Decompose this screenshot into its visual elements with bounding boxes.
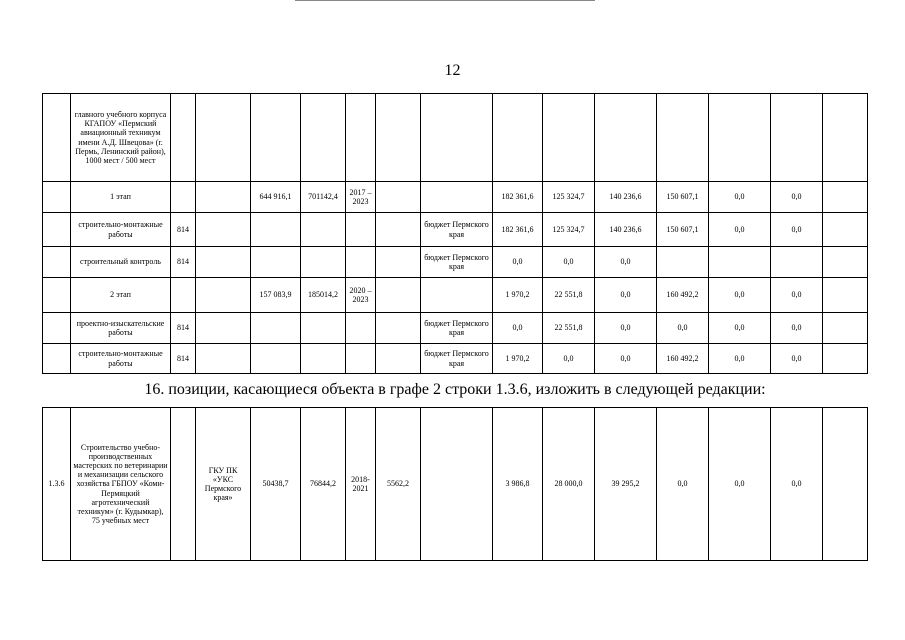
table-cell [421,408,493,561]
table-cell: 182 361,6 [493,213,543,247]
table-cell [346,247,376,278]
table-cell [251,94,301,182]
table-cell [376,247,421,278]
table-cell [823,344,868,374]
table-cell: 157 083,9 [251,278,301,313]
table-cell [709,247,771,278]
table-cell: 814 [171,247,196,278]
table-cell [301,213,346,247]
table-cell: строительно-монтажные работы [71,344,171,374]
table-cell [301,344,346,374]
section-heading: 16. позиции, касающиеся объекта в графе 2 строки 1.3.6, изложить в следующей редакции: [144,381,766,398]
table-cell: 1.3.6 [43,408,71,561]
table-row [43,94,868,182]
table-cell: 1 этап [71,182,171,213]
table-cell: 0,0 [709,278,771,313]
table-cell: 182 361,6 [493,182,543,213]
table-row [43,247,868,278]
table-cell [823,182,868,213]
table-cell [196,213,251,247]
table-cell: главного учебного корпуса КГАПОУ «Пермский авиационный техникум имени А.Д. Швецова» (г. Пермь, Ленинский район), 1000 мест / 500 мест [71,94,171,182]
table-cell: строительно-монтажные работы [71,213,171,247]
table-cell [171,408,196,561]
table-cell: 0,0 [771,213,823,247]
table-cell: 2020 – 2023 [346,278,376,313]
table-cell: 22 551,8 [543,313,595,344]
table-cell: 5562,2 [376,408,421,561]
table-cell [493,94,543,182]
table-cell: 50438,7 [251,408,301,561]
table-cell [823,313,868,344]
table-cell [301,94,346,182]
table-cell: 0,0 [771,408,823,561]
table-cell: 0,0 [657,313,709,344]
table-cell: 76844,2 [301,408,346,561]
table-cell: 140 236,6 [595,213,657,247]
table-cell: 22 551,8 [543,278,595,313]
table-cell: 0,0 [709,344,771,374]
table-object-1-3-6 [42,407,868,561]
table-row [43,213,868,247]
table-cell: бюджет Пермского края [421,344,493,374]
table-cell: 0,0 [543,247,595,278]
table-cell [771,94,823,182]
table-cell: 0,0 [771,313,823,344]
table-cell: 125 324,7 [543,213,595,247]
table-cell: бюджет Пермского края [421,213,493,247]
table-cell: 2018-2021 [346,408,376,561]
table-cell [171,182,196,213]
table-cell: 0,0 [543,344,595,374]
table-cell [196,313,251,344]
table-cell [823,247,868,278]
table-cell: 0,0 [657,408,709,561]
table-row [43,408,868,561]
table-cell [376,94,421,182]
table-cell [823,408,868,561]
table-cell: 160 492,2 [657,278,709,313]
table-cell [251,344,301,374]
table-cell [43,94,71,182]
table-cell [196,94,251,182]
table-cell: 28 000,0 [543,408,595,561]
table-cell [43,313,71,344]
table-cell [543,94,595,182]
table-cell: 2 этап [71,278,171,313]
table-cell: 0,0 [595,278,657,313]
table-cell: 0,0 [709,408,771,561]
table-cell [657,247,709,278]
table-cell [196,247,251,278]
table-cell [196,182,251,213]
table-cell [43,213,71,247]
table-cell: проектно-изыскательские работы [71,313,171,344]
table-cell: строительный контроль [71,247,171,278]
table-cell: 160 492,2 [657,344,709,374]
table-cell [301,247,346,278]
table-row [43,278,868,313]
table-cell [43,247,71,278]
table-cell: 814 [171,344,196,374]
table-cell: Строительство учебно-производственных мастерских по ветеринарии и механизации сельского хозяйства ГБПОУ «Коми-Пермяцкий агротехнический техникум» (г. Кудымкар), 75 учебных мест [71,408,171,561]
table-cell: 0,0 [771,278,823,313]
table-cell: 814 [171,213,196,247]
table-cell [421,278,493,313]
table-cell [251,247,301,278]
table-cell: 140 236,6 [595,182,657,213]
table-cell: 0,0 [709,213,771,247]
table-cell [196,278,251,313]
table-cell [43,344,71,374]
table-cell: 0,0 [771,182,823,213]
table-cell [346,213,376,247]
table-row [43,182,868,213]
table-cell: 0,0 [595,313,657,344]
table-cell: бюджет Пермского края [421,313,493,344]
table-cell: бюджет Пермского края [421,247,493,278]
table-cell [43,278,71,313]
table-cell [251,313,301,344]
table-cell [346,94,376,182]
table-cell [346,313,376,344]
table-cell [171,278,196,313]
table-cell: 0,0 [595,344,657,374]
table-cell [823,278,868,313]
table-row [43,313,868,344]
table-cell [301,313,346,344]
table-cell: 701142,4 [301,182,346,213]
table-cell: 150 607,1 [657,182,709,213]
table-cell [421,182,493,213]
table-cell [823,94,868,182]
table-cell [376,344,421,374]
table-cell [771,247,823,278]
table-cell [251,213,301,247]
table-cell [709,94,771,182]
table-cell: 814 [171,313,196,344]
table-cell [376,313,421,344]
table-cell [196,344,251,374]
table-continuation [42,93,868,374]
table-cell: 0,0 [493,247,543,278]
table-cell: 1 970,2 [493,344,543,374]
table-cell [376,182,421,213]
table-cell: 1 970,2 [493,278,543,313]
table-cell: 0,0 [595,247,657,278]
table-cell: 2017 – 2023 [346,182,376,213]
table-cell [376,213,421,247]
table-cell [43,182,71,213]
table-cell: 644 916,1 [251,182,301,213]
table-cell: 150 607,1 [657,213,709,247]
table-cell [376,278,421,313]
table-cell [346,344,376,374]
table-cell: 0,0 [771,344,823,374]
table-cell: ГКУ ПК «УКС Пермского края» [196,408,251,561]
table-row [43,344,868,374]
table-cell: 125 324,7 [543,182,595,213]
table-cell: 185014,2 [301,278,346,313]
table-cell [657,94,709,182]
table-cell: 0,0 [709,182,771,213]
table-cell [421,94,493,182]
page-number: 12 [444,62,461,79]
table-cell [595,94,657,182]
table-cell [171,94,196,182]
table-cell: 0,0 [709,313,771,344]
table-cell: 0,0 [493,313,543,344]
table-cell: 39 295,2 [595,408,657,561]
top-rule [295,0,595,1]
table-cell [823,213,868,247]
table-cell: 3 986,8 [493,408,543,561]
